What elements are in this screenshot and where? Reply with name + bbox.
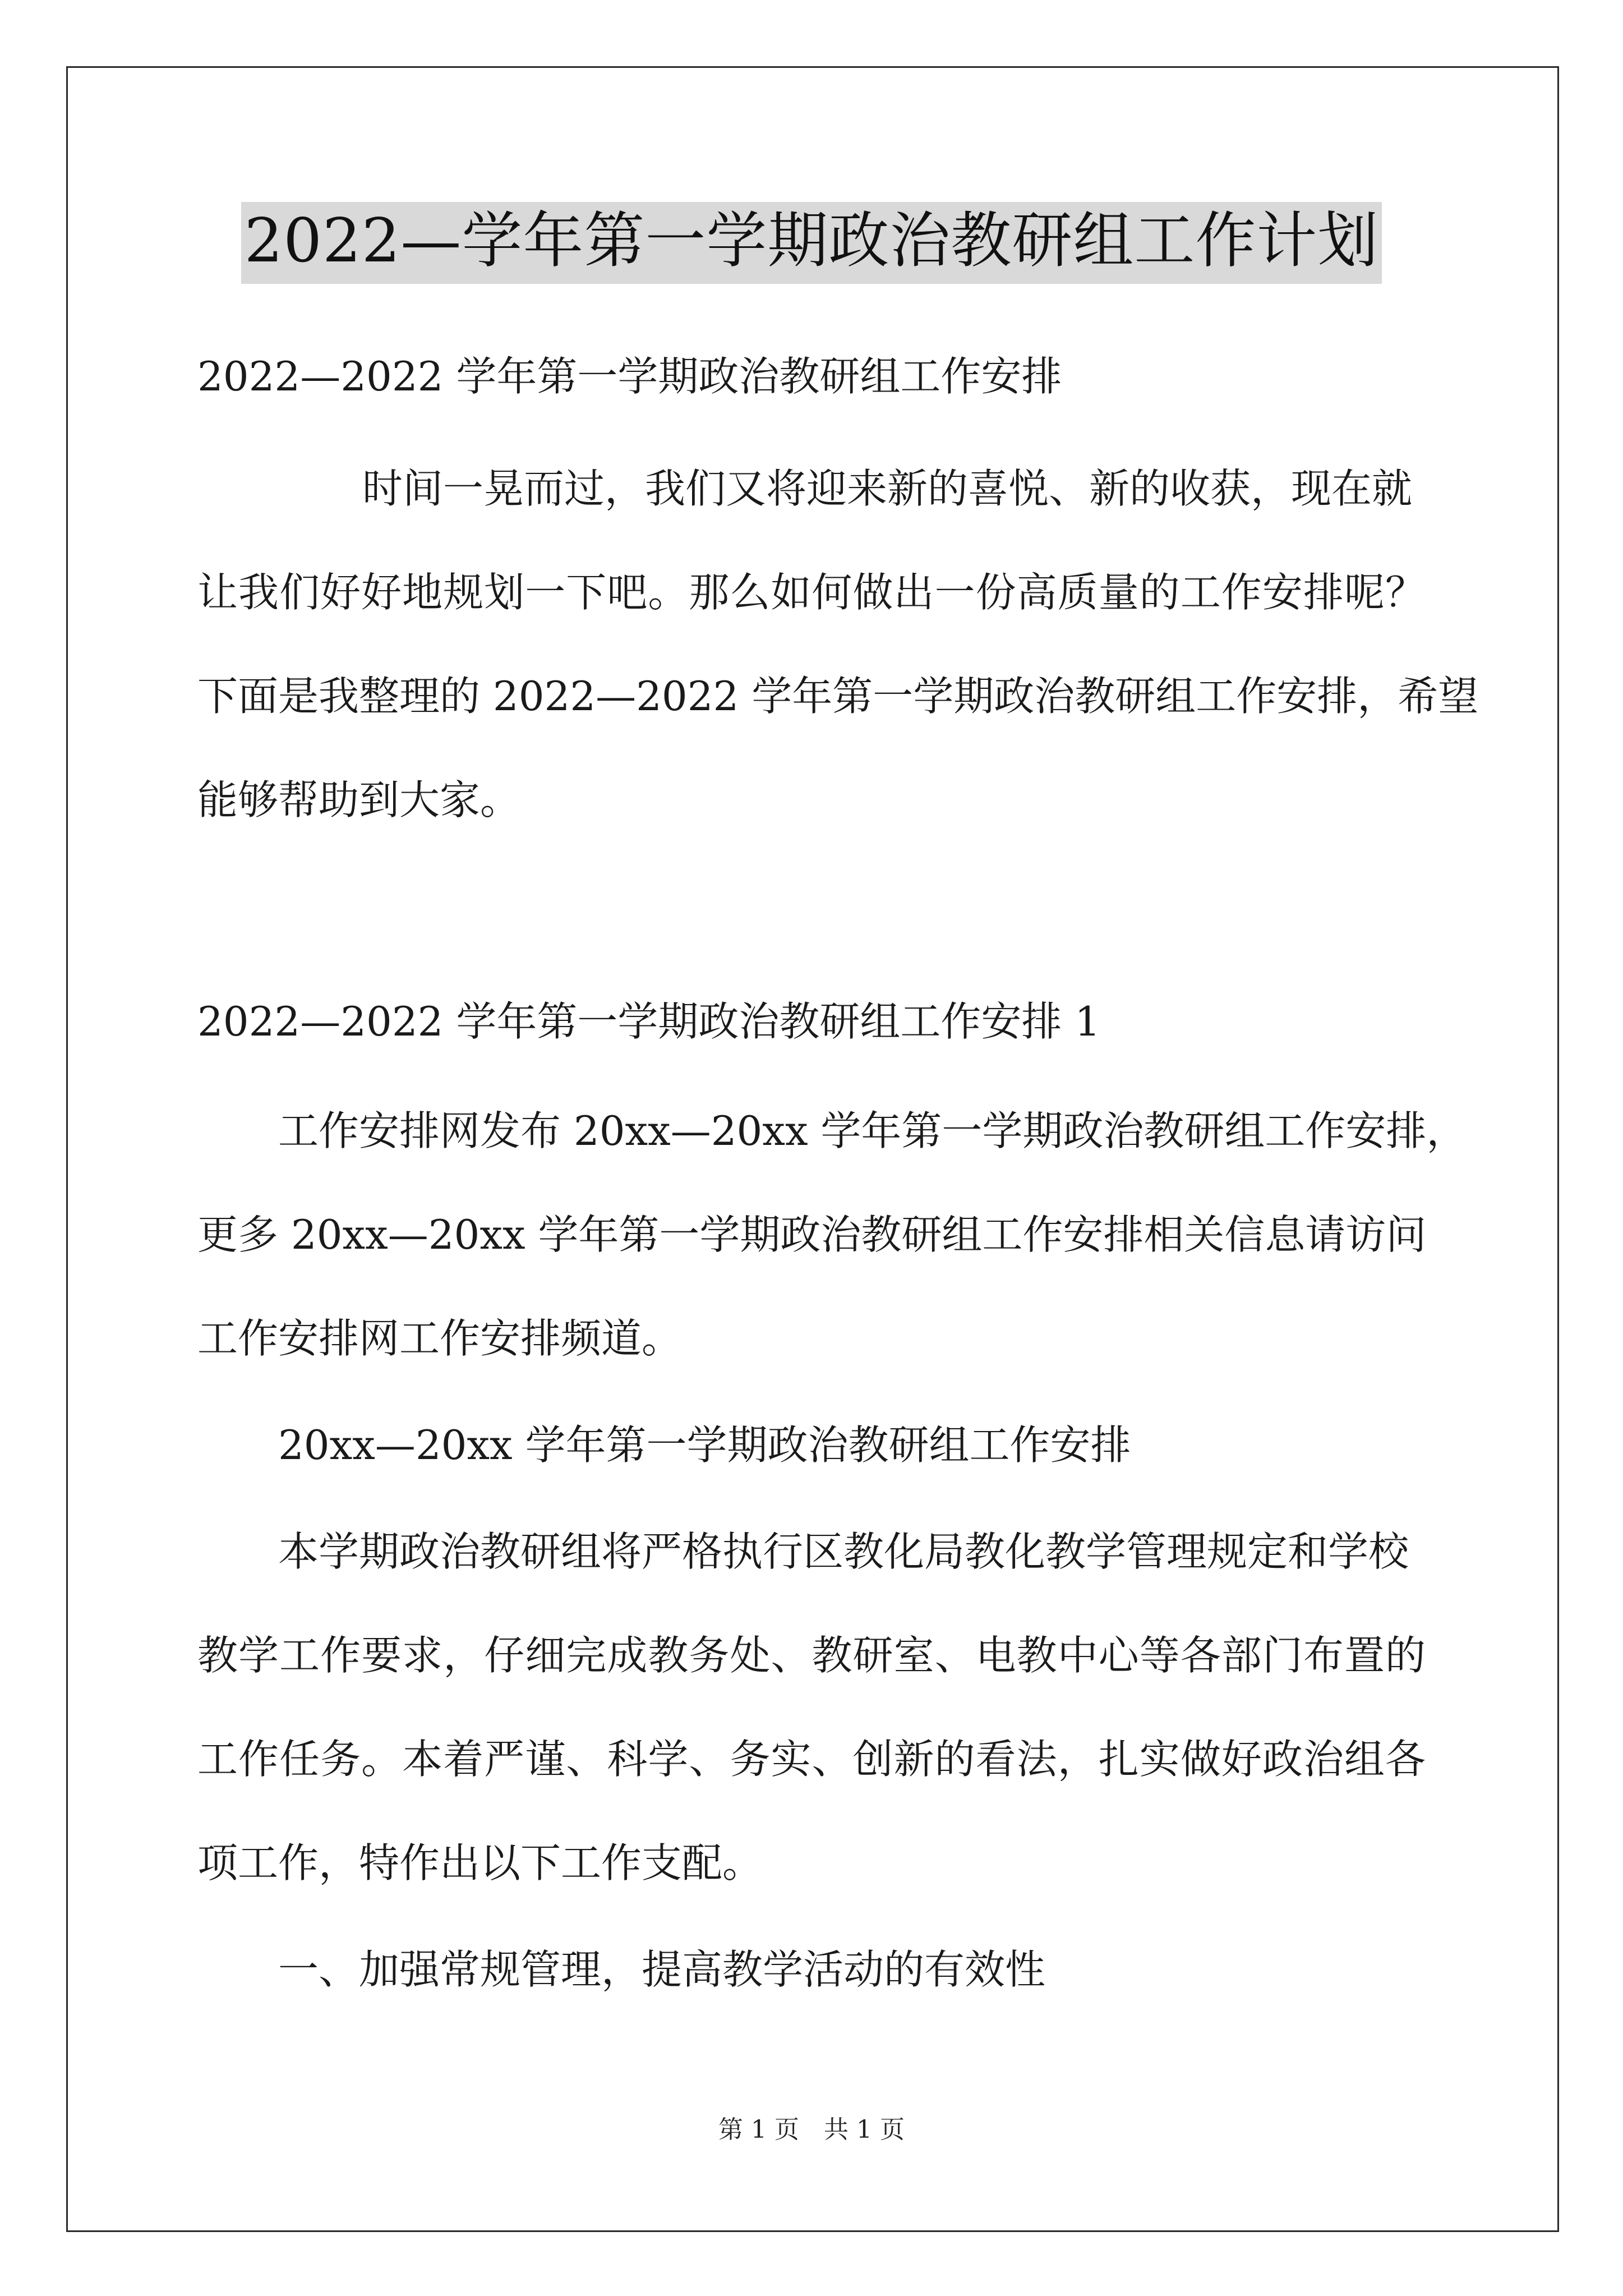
paragraph-line: 下面是我整理的 2022—2022 学年第一学期政治教研组工作安排，希望 [197, 673, 1479, 720]
paragraph-line: 工作安排网发布 20xx—20xx 学年第一学期政治教研组工作安排， [278, 1107, 1467, 1154]
paragraph-line: 能够帮助到大家。 [197, 776, 521, 823]
paragraph-line: 更多 20xx—20xx 学年第一学期政治教研组工作安排相关信息请访问 [197, 1211, 1427, 1258]
paragraph-line: 20xx—20xx 学年第一学期政治教研组工作安排 [278, 1421, 1131, 1469]
paragraph-line: 本学期政治教研组将严格执行区教化局教化教学管理规定和学校 [278, 1528, 1409, 1575]
title-container [0, 202, 1623, 284]
section-heading: 2022—2022 学年第一学期政治教研组工作安排 1 [197, 998, 1101, 1045]
paragraph-line: 时间一晃而过，我们又将迎来新的喜悦、新的收获，现在就 [362, 465, 1413, 512]
page-footer: 第 1 页 共 1 页 [718, 2115, 905, 2144]
paragraph-line: 项工作，特作出以下工作支配。 [197, 1839, 763, 1887]
paragraph-line: 工作任务。本着严谨、科学、务实、创新的看法，扎实做好政治组各 [197, 1736, 1426, 1783]
section-heading: 一、加强常规管理，提高教学活动的有效性 [278, 1946, 1046, 1993]
paragraph-line: 教学工作要求，仔细完成教务处、教研室、电教中心等各部门布置的 [197, 1632, 1426, 1679]
paragraph-line: 让我们好好地规划一下吧。那么如何做出一份高质量的工作安排呢？ [197, 569, 1426, 616]
subtitle-line: 2022—2022 学年第一学期政治教研组工作安排 [197, 353, 1062, 400]
document-title: 2022—学年第一学期政治教研组工作计划 [241, 202, 1382, 284]
paragraph-line: 工作安排网工作安排频道。 [197, 1315, 683, 1362]
